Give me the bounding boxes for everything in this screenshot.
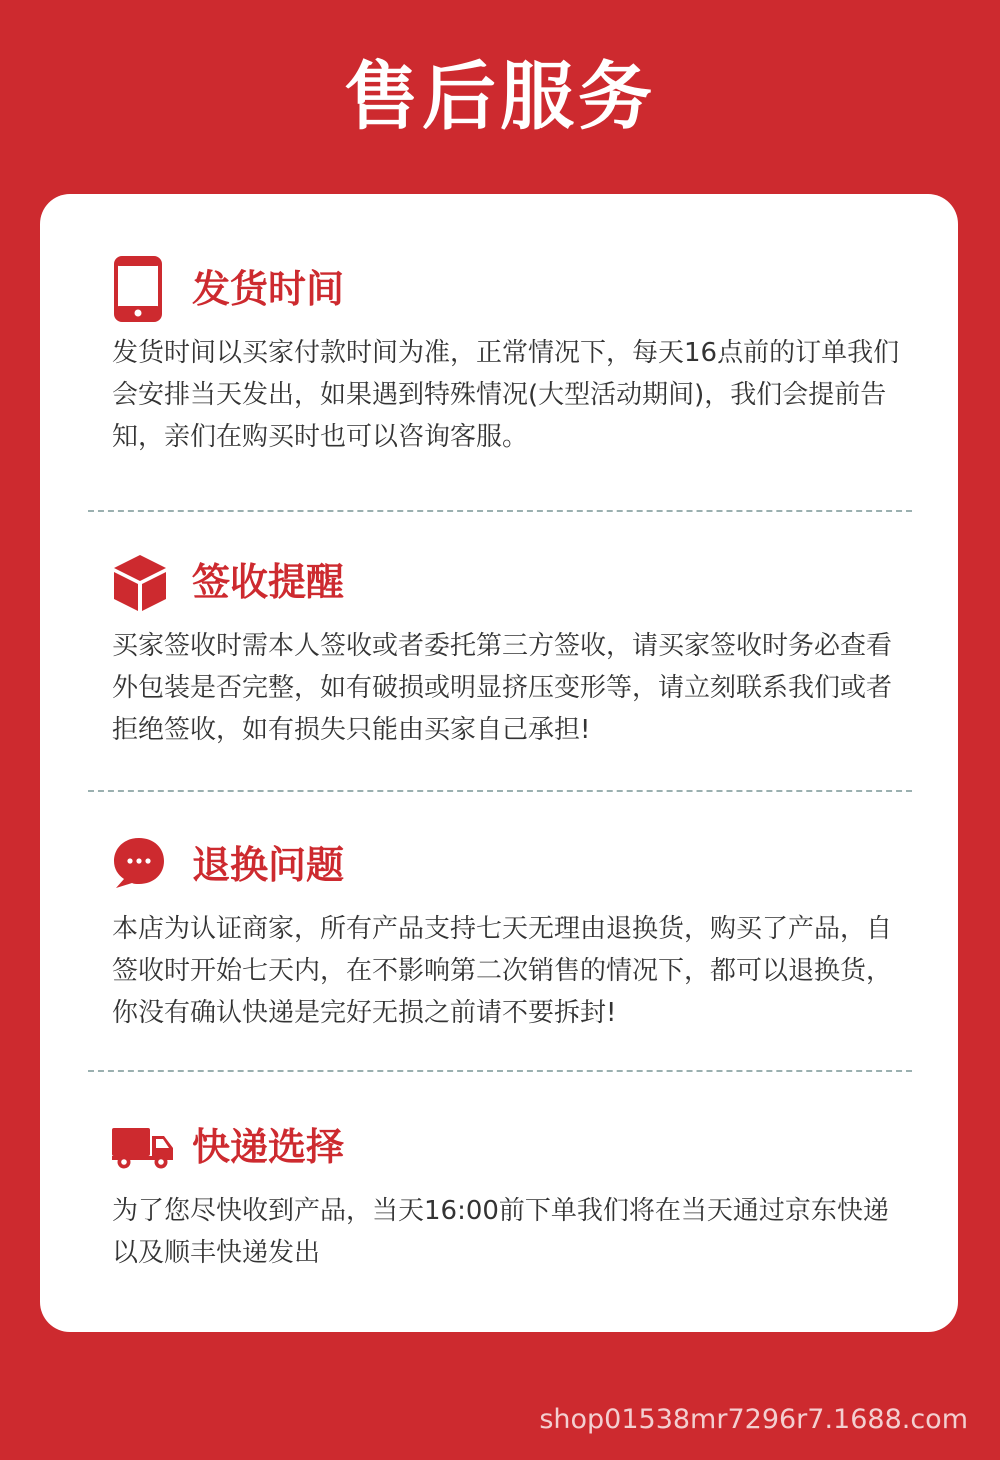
section-header: [112, 1114, 912, 1184]
package-box-icon: [112, 549, 174, 619]
section-header: [112, 256, 912, 326]
section-body: 发货时间以买家付款时间为准，正常情况下，每天16点前的订单我们会安排当天发出，如果遇到特殊情况(大型活动期间)，我们会提前告知，亲们在购买时也可以咨询客服。: [112, 338, 900, 452]
section-body: 买家签收时需本人签收或者委托第三方签收，请买家签收时务必查看外包装是否完整，如有破损或明显挤压变形等，请立刻联系我们或者拒绝签收，如有损失只能由买家自己承担!: [112, 631, 893, 745]
section-title: 发货时间: [192, 267, 345, 311]
page-title: 售后服务: [344, 54, 656, 140]
section-receipt-reminder: [112, 549, 912, 751]
shop-url-watermark: shop01538mr7296r7.1688.com: [539, 1404, 968, 1435]
dashed-divider: [88, 790, 912, 792]
section-body: 本店为认证商家，所有产品支持七天无理由退换货，购买了产品，自签收时开始七天内，在不影响第二次销售的情况下，都可以退换货，你没有确认快递是完好无损之前请不要拆封!: [112, 914, 893, 1028]
section-title: 快递选择: [192, 1125, 345, 1169]
section-header: [112, 549, 912, 619]
section-courier-choice: [112, 1114, 912, 1274]
section-shipping-time: [112, 256, 912, 458]
section-header: [112, 832, 912, 902]
dashed-divider: [88, 1070, 912, 1072]
section-returns: [112, 832, 912, 1034]
chat-bubble-icon: [112, 832, 174, 902]
delivery-truck-icon: [112, 1114, 174, 1184]
section-body: 为了您尽快收到产品，当天16:00前下单我们将在当天通过京东快递以及顺丰快递发出: [112, 1196, 889, 1268]
dashed-divider: [88, 510, 912, 512]
section-title: 退换问题: [192, 843, 345, 887]
service-card: [40, 194, 958, 1332]
phone-icon: [112, 256, 174, 326]
section-title: 签收提醒: [192, 560, 345, 604]
